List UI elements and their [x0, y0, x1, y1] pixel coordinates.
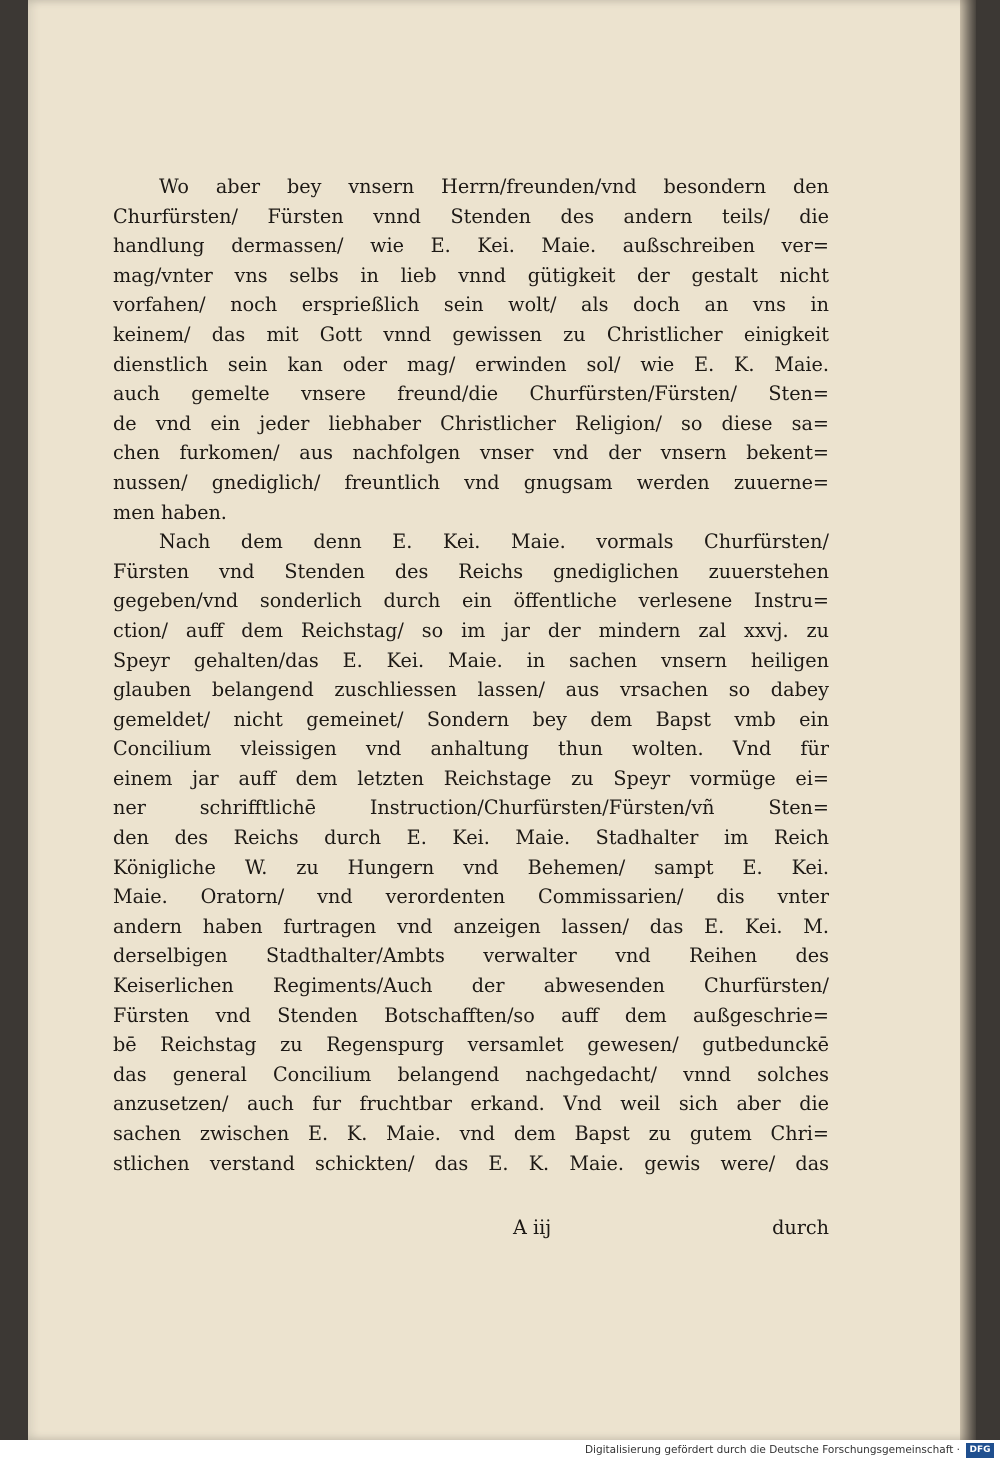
funding-credit: Digitalisierung gefördert durch die Deutsche Forschungsgemeinschaft · — [584, 1444, 960, 1456]
signature-mark: A iij — [513, 1216, 552, 1239]
text-line: ner schrifftlichē Instruction/Churfürsten/Fürsten/vñ Sten= — [113, 796, 829, 820]
text-line: Concilium vleissigen vnd anhaltung thun wolten. Vnd für — [113, 737, 829, 761]
text-line: ction/ auff dem Reichstag/ so im jar der mindern zal xxvj. zu — [113, 618, 829, 642]
text-line: Maie. Oratorn/ vnd verordenten Commissarien/ dis vnter — [113, 885, 829, 909]
text-line: derselbigen Stadthalter/Ambts verwalter vnd Reihen des — [113, 944, 829, 968]
text-line: mag/vnter vns selbs in lieb vnnd gütigkeit der gestalt nicht — [113, 263, 829, 287]
text-line: Keiserlichen Regiments/Auch der abwesenden Churfürsten/ — [113, 974, 829, 998]
text-line: men haben. — [113, 500, 227, 524]
text-line: Nach dem denn E. Kei. Maie. vormals Churfürsten/ — [159, 530, 829, 554]
text-line: de vnd ein jeder liebhaber Christlicher Religion/ so diese sa= — [113, 411, 829, 435]
text-line: glauben belangend zuschliessen lassen/ aus vrsachen so dabey — [113, 678, 829, 702]
page-edge-shadow — [960, 0, 976, 1440]
text-line: einem jar auff dem letzten Reichstage zu Speyr vormüge ei= — [113, 766, 829, 790]
text-line: chen furkomen/ aus nachfolgen vnser vnd der vnsern bekent= — [113, 441, 829, 465]
text-line: stlichen verstand schickten/ das E. K. Maie. gewis were/ das — [113, 1151, 829, 1175]
text-line: bē Reichstag zu Regenspurg versamlet gewesen/ gutbedunckē — [113, 1033, 829, 1057]
text-line: gegeben/vnd sonderlich durch ein öffentliche verlesene Instru= — [113, 589, 829, 613]
text-line: auch gemelte vnsere freund/die Churfürsten/Fürsten/ Sten= — [113, 382, 829, 406]
page-foot — [113, 1216, 829, 1246]
credit-bar — [0, 1440, 1000, 1462]
text-line: dienstlich sein kan oder mag/ erwinden sol/ wie E. K. Maie. — [113, 352, 829, 376]
text-line: Fürsten vnd Stenden des Reichs gnediglichen zuuerstehen — [113, 559, 829, 583]
text-line: Wo aber bey vnsern Herrn/freunden/vnd besondern den — [159, 175, 829, 198]
dfg-logo-icon: DFG — [966, 1443, 994, 1458]
text-line: andern haben furtragen vnd anzeigen lassen/ das E. Kei. M. — [113, 914, 829, 938]
text-line: nussen/ gnediglich/ freuntlich vnd gnugsam werden zuuerne= — [113, 470, 829, 494]
text-line: handlung dermassen/ wie E. Kei. Maie. außschreiben ver= — [113, 234, 829, 258]
text-line: sachen zwischen E. K. Maie. vnd dem Bapst zu gutem Chri= — [113, 1122, 829, 1145]
text-line: gemeldet/ nicht gemeinet/ Sondern bey dem Bapst vmb ein — [113, 707, 829, 731]
text-line: das general Concilium belangend nachgedacht/ vnnd solches — [113, 1062, 829, 1086]
catchword: durch — [772, 1216, 829, 1239]
text-line: den des Reichs durch E. Kei. Maie. Stadhalter im Reich — [113, 826, 829, 850]
body-text — [113, 172, 829, 1178]
text-line: anzusetzen/ auch fur fruchtbar erkand. Vnd weil sich aber die — [113, 1092, 829, 1116]
text-line: keinem/ das mit Gott vnnd gewissen zu Christlicher einigkeit — [113, 322, 829, 346]
text-line: Fürsten vnd Stenden Botschafften/so auff dem außgeschrie= — [113, 1003, 829, 1027]
text-line: Churfürsten/ Fürsten vnnd Stenden des andern teils/ die — [113, 204, 829, 228]
text-line: Königliche W. zu Hungern vnd Behemen/ sampt E. Kei. — [113, 855, 829, 879]
text-line: Speyr gehalten/das E. Kei. Maie. in sachen vnsern heiligen — [113, 648, 829, 672]
text-line: vorfahen/ noch ersprießlich sein wolt/ als doch an vns in — [113, 293, 829, 317]
